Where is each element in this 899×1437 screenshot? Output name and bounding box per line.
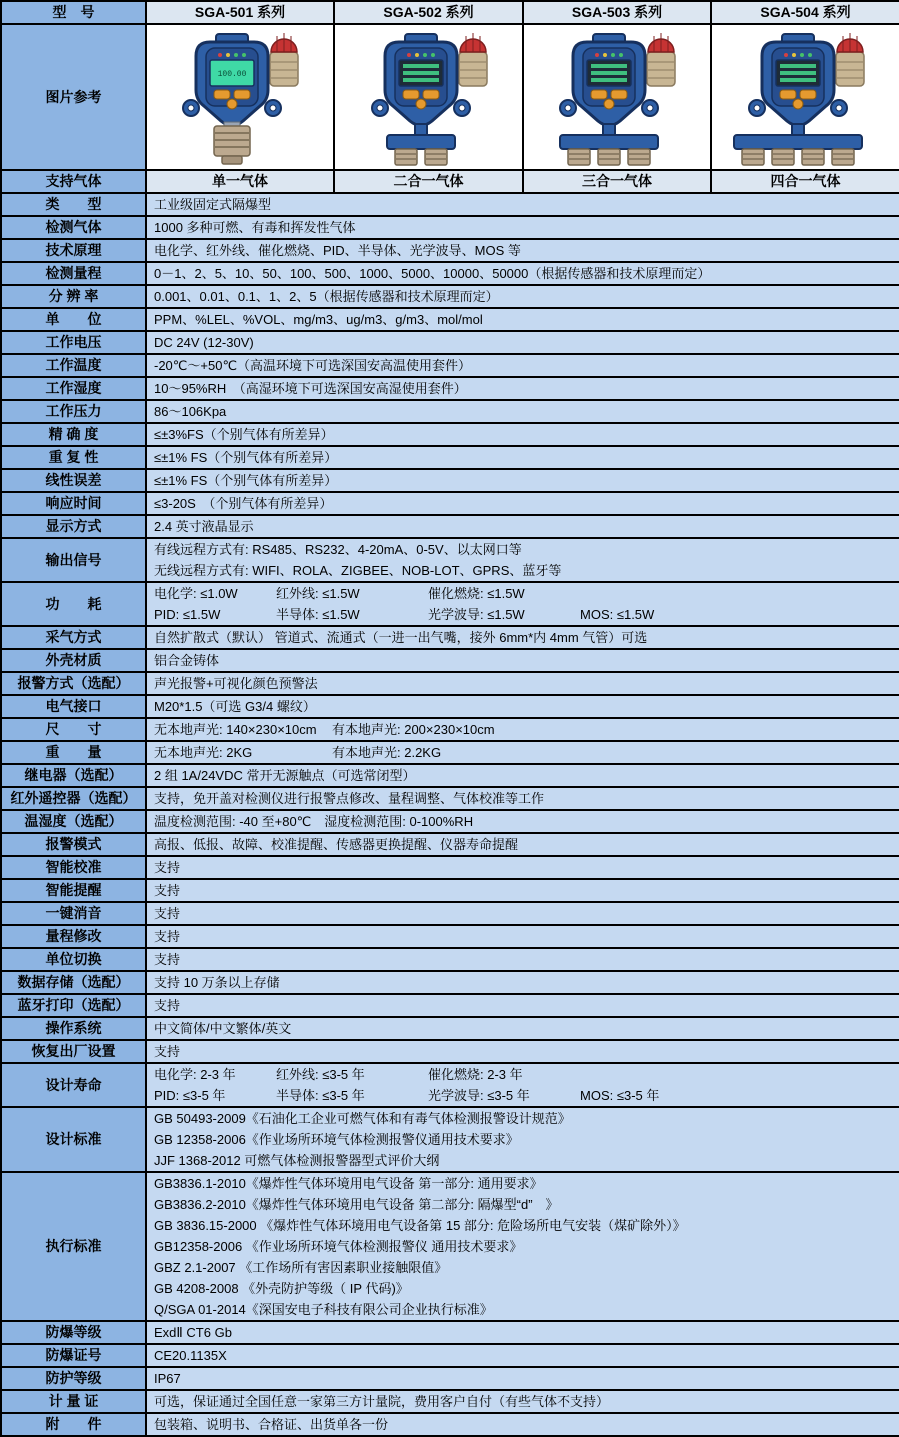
gas-detector-illustration (339, 26, 519, 168)
row-label-relay-optional: 继电器（选配） (1, 764, 146, 787)
value-line: GB 4208-2008 《外壳防护等级（ IP 代码)》 (154, 1281, 409, 1296)
beacon-base (647, 52, 675, 86)
row-label-operating-system: 操作系统 (1, 1017, 146, 1040)
row-label-supported-gas: 支持气体 (1, 170, 146, 193)
model-header-row (1, 1, 899, 24)
spec-row-detect-gas (1, 216, 899, 239)
row-value-resolution (146, 285, 899, 308)
row-label-dimensions: 尺 寸 (1, 718, 146, 741)
row-label-working-voltage: 工作电压 (1, 331, 146, 354)
status-led (234, 53, 238, 57)
value-text: PPM、%LEL、%VOL、mg/m3、ug/m3、g/m3、mol/mol (154, 312, 483, 327)
spec-row-explosion-proof-grade (1, 1321, 899, 1344)
row-value-unit-switch (146, 948, 899, 971)
manifold (560, 135, 658, 149)
sensor-barrel (598, 149, 620, 165)
spec-row-operating-system (1, 1017, 899, 1040)
row-value-design-life (146, 1063, 899, 1107)
row-value-temp-humidity-optional (146, 810, 899, 833)
status-led (595, 53, 599, 57)
spec-row-explosion-proof-cert (1, 1344, 899, 1367)
spec-row-dimensions (1, 718, 899, 741)
spec-row-shell-material (1, 649, 899, 672)
beacon-base (270, 52, 298, 86)
row-label-working-humidity: 工作湿度 (1, 377, 146, 400)
row-label-ir-remote-optional: 红外遥控器（选配） (1, 787, 146, 810)
row-value-power-consumption (146, 582, 899, 626)
spec-row-weight (1, 741, 899, 764)
row-label-detect-range: 检测量程 (1, 262, 146, 285)
value-line: GBZ 2.1-2007 《工作场所有害因素职业接触限值》 (154, 1260, 448, 1275)
spec-row-temp-humidity-optional (1, 810, 899, 833)
sensor-barrel (832, 149, 854, 165)
value-column-item: 光学波导: ≤1.5W (428, 607, 525, 622)
value-text: 0.001、0.01、0.1、1、2、5（根据传感器和技术原理而定） (154, 289, 499, 304)
spec-row-bluetooth-print-optional (1, 994, 899, 1017)
row-value-one-key-mute (146, 902, 899, 925)
row-label-accessories: 附 件 (1, 1413, 146, 1436)
status-led (800, 53, 804, 57)
value-text: 支持 (154, 906, 181, 921)
value-column-item: 催化燃烧: ≤1.5W (428, 586, 525, 601)
row-value-shell-material (146, 649, 899, 672)
value-line: Q/SGA 01-2014《深国安电子科技有限公司企业执行标准》 (154, 1302, 493, 1317)
value-column-line (154, 583, 892, 604)
gas-detector-illustration (716, 26, 896, 168)
gas-count-sga-503: 三合一气体 (523, 170, 711, 193)
value-pair-line (154, 719, 892, 740)
row-value-sampling-mode (146, 626, 899, 649)
spec-row-repeatability (1, 446, 899, 469)
value-text: 支持 (154, 929, 181, 944)
row-value-linearity-error (146, 469, 899, 492)
value-text: 自然扩散式（默认） 管道式、流通式（一进一出气嘴，接外 6mm*内 4mm 气管）可选 (154, 630, 648, 645)
value-line: 无线远程方式有: WIFI、ROLA、ZIGBEE、NOB-LOT、GPRS、蓝牙等 (154, 563, 562, 578)
row-value-factory-reset (146, 1040, 899, 1063)
value-text: 支持 (154, 998, 181, 1013)
sensor-barrel (628, 149, 650, 165)
value-pair-item: 有本地声光: 2.2KG (332, 745, 442, 760)
row-label-metering-cert: 计 量 证 (1, 1390, 146, 1413)
svg-text:100.00: 100.00 (217, 70, 247, 79)
value-pair-item: 无本地声光: 140×230×10cm (154, 722, 317, 737)
value-line: JJF 1368-2012 可燃气体检测报警器型式评价大纲 (154, 1153, 440, 1168)
value-column-item: 半导体: ≤1.5W (276, 607, 360, 622)
spec-row-design-standard (1, 1107, 899, 1172)
button (780, 90, 796, 99)
value-line: GB 3836.15-2000 《爆炸性气体环境用电气设备第 15 部分: 危险场所电气安装（煤矿除外）》 (154, 1218, 686, 1233)
spec-row-working-humidity (1, 377, 899, 400)
row-value-electrical-interface (146, 695, 899, 718)
value-line: GB 50493-2009《石油化工企业可燃气体和有毒气体检测报警设计规范》 (154, 1111, 571, 1126)
button (423, 90, 439, 99)
value-pair-item: 无本地声光: 2KG (154, 745, 253, 760)
row-label-accuracy: 精 确 度 (1, 423, 146, 446)
spec-row-accessories (1, 1413, 899, 1436)
row-label-one-key-mute: 一键消音 (1, 902, 146, 925)
row-value-weight (146, 741, 899, 764)
row-label-unit: 单 位 (1, 308, 146, 331)
value-text: ≤±1% FS（个别气体有所差异） (154, 473, 338, 488)
value-column-line (154, 1085, 892, 1106)
beacon-base (836, 52, 864, 86)
row-label-response-time: 响应时间 (1, 492, 146, 515)
gas-detector-illustration (527, 26, 707, 168)
row-value-accessories (146, 1413, 899, 1436)
spec-row-sampling-mode (1, 626, 899, 649)
value-pair-item: 有本地声光: 200×230×10cm (332, 722, 495, 737)
row-value-data-storage-optional (146, 971, 899, 994)
row-value-alarm-modes (146, 833, 899, 856)
row-value-working-voltage (146, 331, 899, 354)
spec-row-metering-cert (1, 1390, 899, 1413)
spec-row-alarm-modes (1, 833, 899, 856)
status-led (226, 53, 230, 57)
status-led (792, 53, 796, 57)
row-label-weight: 重 量 (1, 741, 146, 764)
row-label-sampling-mode: 采气方式 (1, 626, 146, 649)
value-column-item: PID: ≤1.5W (154, 607, 221, 622)
row-label-bluetooth-print-optional: 蓝牙打印（选配） (1, 994, 146, 1017)
value-text: IP67 (154, 1371, 181, 1386)
spec-row-alarm-mode-optional (1, 672, 899, 695)
status-led (603, 53, 607, 57)
supported-gas-row (1, 170, 899, 193)
spec-row-response-time (1, 492, 899, 515)
value-text: CE20.1135X (154, 1348, 227, 1363)
row-label-type: 类 型 (1, 193, 146, 216)
spec-row-linearity-error (1, 469, 899, 492)
spec-row-accuracy (1, 423, 899, 446)
value-text: 2 组 1A/24VDC 常开无源触点（可选常闭型） (154, 768, 416, 783)
value-text: ≤±1% FS（个别气体有所差异） (154, 450, 338, 465)
value-line: GB3836.1-2010《爆炸性气体环境用电气设备 第一部分: 通用要求》 (154, 1176, 543, 1191)
row-value-alarm-mode-optional (146, 672, 899, 695)
spec-row-display-mode (1, 515, 899, 538)
spec-row-smart-reminder (1, 879, 899, 902)
row-value-working-temperature (146, 354, 899, 377)
spec-row-output-signal (1, 538, 899, 582)
status-led (218, 53, 222, 57)
sensor-barrel (568, 149, 590, 165)
sensor-barrel (742, 149, 764, 165)
value-column-line (154, 604, 892, 625)
row-label-alarm-mode-optional: 报警方式（选配） (1, 672, 146, 695)
spec-row-smart-calibration (1, 856, 899, 879)
value-column-item: PID: ≤3-5 年 (154, 1088, 226, 1103)
row-value-executive-standard (146, 1172, 899, 1321)
row-label-alarm-modes: 报警模式 (1, 833, 146, 856)
value-text: 铝合金铸体 (154, 653, 220, 668)
row-label-data-storage-optional: 数据存储（选配） (1, 971, 146, 994)
manifold (387, 135, 455, 149)
spec-row-data-storage-optional (1, 971, 899, 994)
value-column-item (580, 1064, 892, 1085)
row-label-explosion-proof-cert: 防爆证号 (1, 1344, 146, 1367)
status-led (415, 53, 419, 57)
status-led (423, 53, 427, 57)
row-label-model: 型 号 (1, 1, 146, 24)
button (611, 90, 627, 99)
value-text: ≤±3%FS（个别气体有所差异） (154, 427, 334, 442)
spec-row-working-pressure (1, 400, 899, 423)
row-label-design-life: 设计寿命 (1, 1063, 146, 1107)
value-column-item: 半导体: ≤3-5 年 (276, 1088, 365, 1103)
status-led (242, 53, 246, 57)
value-text: 支持 (154, 1044, 181, 1059)
spec-row-design-life (1, 1063, 899, 1107)
spec-row-protection-grade (1, 1367, 899, 1390)
value-column-item: 催化燃烧: 2-3 年 (428, 1067, 523, 1082)
row-label-protection-grade: 防护等级 (1, 1367, 146, 1390)
value-column-item (580, 583, 892, 604)
button (793, 99, 803, 109)
value-text: 支持，免开盖对检测仪进行报警点修改、量程调整、气体校准等工作 (154, 791, 545, 806)
value-text: 电化学、红外线、催化燃烧、PID、半导体、光学波导、MOS 等 (154, 243, 521, 258)
spec-row-working-voltage (1, 331, 899, 354)
row-label-display-mode: 显示方式 (1, 515, 146, 538)
row-value-detect-range (146, 262, 899, 285)
row-value-metering-cert (146, 1390, 899, 1413)
row-label-unit-switch: 单位切换 (1, 948, 146, 971)
row-value-operating-system (146, 1017, 899, 1040)
row-value-tech-principle (146, 239, 899, 262)
row-label-working-temperature: 工作温度 (1, 354, 146, 377)
row-label-linearity-error: 线性误差 (1, 469, 146, 492)
spec-row-executive-standard (1, 1172, 899, 1321)
status-led (431, 53, 435, 57)
value-text: 温度检测范围: -40 至+80℃ 湿度检测范围: 0-100%RH (154, 814, 474, 829)
button (234, 90, 250, 99)
value-column-line (154, 1064, 892, 1085)
status-led (619, 53, 623, 57)
value-text: 2.4 英寸液晶显示 (154, 519, 254, 534)
product-image-sga-502 (334, 24, 523, 170)
button (227, 99, 237, 109)
sensor-tip (222, 156, 242, 164)
manifold (734, 135, 862, 149)
row-label-resolution: 分 辨 率 (1, 285, 146, 308)
product-image-sga-503 (523, 24, 711, 170)
value-column-item: 光学波导: ≤3-5 年 (428, 1088, 530, 1103)
row-label-detect-gas: 检测气体 (1, 216, 146, 239)
value-line: GB12358-2006 《作业场所环境气体检测报警仪 通用技术要求》 (154, 1239, 523, 1254)
row-value-response-time (146, 492, 899, 515)
model-sga-503: SGA-503 系列 (523, 1, 711, 24)
spec-row-detect-range (1, 262, 899, 285)
row-value-type (146, 193, 899, 216)
value-column-item: MOS: ≤3-5 年 (580, 1088, 660, 1103)
value-column-item: 红外线: ≤1.5W (276, 586, 360, 601)
row-value-smart-calibration (146, 856, 899, 879)
product-image-sga-501 (146, 24, 334, 170)
spec-row-range-modify (1, 925, 899, 948)
row-label-range-modify: 量程修改 (1, 925, 146, 948)
row-value-bluetooth-print-optional (146, 994, 899, 1017)
value-pair-line (154, 742, 892, 763)
product-image-sga-504 (711, 24, 899, 170)
status-led (784, 53, 788, 57)
row-label-image: 图片参考 (1, 24, 146, 170)
row-label-repeatability: 重 复 性 (1, 446, 146, 469)
row-value-relay-optional (146, 764, 899, 787)
value-text: 支持 (154, 883, 181, 898)
spec-row-unit (1, 308, 899, 331)
button (416, 99, 426, 109)
status-led (407, 53, 411, 57)
row-value-display-mode (146, 515, 899, 538)
row-value-repeatability (146, 446, 899, 469)
value-text: 可选，保证通过全国任意一家第三方计量院，费用客户自付（有些气体不支持） (154, 1394, 610, 1409)
gas-detector-illustration (150, 26, 330, 168)
gas-count-sga-504: 四合一气体 (711, 170, 899, 193)
spec-row-working-temperature (1, 354, 899, 377)
value-text: -20℃～+50℃（高温环境下可选深国安高温使用套件） (154, 358, 472, 373)
status-led (808, 53, 812, 57)
sensor-barrel (395, 149, 417, 165)
spec-row-tech-principle (1, 239, 899, 262)
row-label-tech-principle: 技术原理 (1, 239, 146, 262)
sensor-barrel (802, 149, 824, 165)
spec-row-unit-switch (1, 948, 899, 971)
row-value-unit (146, 308, 899, 331)
value-text: 86～106Kpa (154, 404, 227, 419)
row-label-smart-calibration: 智能校准 (1, 856, 146, 879)
sensor-barrel (425, 149, 447, 165)
value-text: 支持 (154, 952, 181, 967)
value-text: 10～95%RH （高湿环境下可选深国安高湿使用套件） (154, 381, 467, 396)
spec-row-relay-optional (1, 764, 899, 787)
row-value-detect-gas (146, 216, 899, 239)
value-text: 0－1、2、5、10、50、100、500、1000、5000、10000、50000（根据传感器和技术原理而定） (154, 266, 711, 281)
row-label-design-standard: 设计标准 (1, 1107, 146, 1172)
row-label-output-signal: 输出信号 (1, 538, 146, 582)
row-label-power-consumption: 功 耗 (1, 582, 146, 626)
row-value-working-pressure (146, 400, 899, 423)
model-sga-504: SGA-504 系列 (711, 1, 899, 24)
model-sga-501: SGA-501 系列 (146, 1, 334, 24)
row-value-accuracy (146, 423, 899, 446)
row-value-protection-grade (146, 1367, 899, 1390)
row-label-factory-reset: 恢复出厂设置 (1, 1040, 146, 1063)
value-column-item: 电化学: 2-3 年 (154, 1067, 236, 1082)
row-label-temp-humidity-optional: 温湿度（选配） (1, 810, 146, 833)
row-label-electrical-interface: 电气接口 (1, 695, 146, 718)
row-value-working-humidity (146, 377, 899, 400)
row-value-range-modify (146, 925, 899, 948)
button (604, 99, 614, 109)
row-label-working-pressure: 工作压力 (1, 400, 146, 423)
value-line: GB 12358-2006《作业场所环境气体检测报警仪通用技术要求》 (154, 1132, 519, 1147)
value-text: ≤3-20S （个别气体有所差异） (154, 496, 333, 511)
spec-row-power-consumption (1, 582, 899, 626)
button (800, 90, 816, 99)
value-column-item: 电化学: ≤1.0W (154, 586, 238, 601)
button (591, 90, 607, 99)
row-value-ir-remote-optional (146, 787, 899, 810)
spec-row-factory-reset (1, 1040, 899, 1063)
status-led (611, 53, 615, 57)
row-value-design-standard (146, 1107, 899, 1172)
row-label-smart-reminder: 智能提醒 (1, 879, 146, 902)
spec-row-type (1, 193, 899, 216)
gas-count-sga-502: 二合一气体 (334, 170, 523, 193)
value-text: DC 24V (12-30V) (154, 335, 254, 350)
value-text: 1000 多种可燃、有毒和挥发性气体 (154, 220, 356, 235)
sensor-barrel (214, 126, 250, 156)
beacon-base (459, 52, 487, 86)
value-text: M20*1.5（可选 G3/4 螺纹） (154, 699, 316, 714)
value-line: 有线远程方式有: RS485、RS232、4-20mA、0-5V、以太网口等 (154, 542, 522, 557)
spec-row-electrical-interface (1, 695, 899, 718)
row-label-shell-material: 外壳材质 (1, 649, 146, 672)
value-text: 支持 (154, 860, 181, 875)
row-value-explosion-proof-cert (146, 1344, 899, 1367)
value-text: 包装箱、说明书、合格证、出货单各一份 (154, 1417, 389, 1432)
value-column-item: 红外线: ≤3-5 年 (276, 1067, 365, 1082)
spec-row-ir-remote-optional (1, 787, 899, 810)
value-text: 高报、低报、故障、校准提醒、传感器更换提醒、仪器寿命提醒 (154, 837, 519, 852)
spec-row-resolution (1, 285, 899, 308)
sensor-barrel (772, 149, 794, 165)
model-sga-502: SGA-502 系列 (334, 1, 523, 24)
row-value-output-signal (146, 538, 899, 582)
value-text: 中文简体/中文繁体/英文 (154, 1021, 292, 1036)
button (214, 90, 230, 99)
row-value-explosion-proof-grade (146, 1321, 899, 1344)
row-value-smart-reminder (146, 879, 899, 902)
value-text: 声光报警+可视化颜色预警法 (154, 676, 318, 691)
value-text: 支持 10 万条以上存储 (154, 975, 280, 990)
value-line: GB3836.2-2010《爆炸性气体环境用电气设备 第二部分: 隔爆型“d” 》 (154, 1197, 559, 1212)
value-text: ExdⅡ CT6 Gb (154, 1325, 232, 1340)
button (403, 90, 419, 99)
row-label-explosion-proof-grade: 防爆等级 (1, 1321, 146, 1344)
row-value-dimensions (146, 718, 899, 741)
spec-row-one-key-mute (1, 902, 899, 925)
value-column-item: MOS: ≤1.5W (580, 607, 655, 622)
row-label-executive-standard: 执行标准 (1, 1172, 146, 1321)
value-text: 工业级固定式隔爆型 (154, 197, 272, 212)
gas-count-sga-501: 单一气体 (146, 170, 334, 193)
image-row (1, 24, 899, 170)
